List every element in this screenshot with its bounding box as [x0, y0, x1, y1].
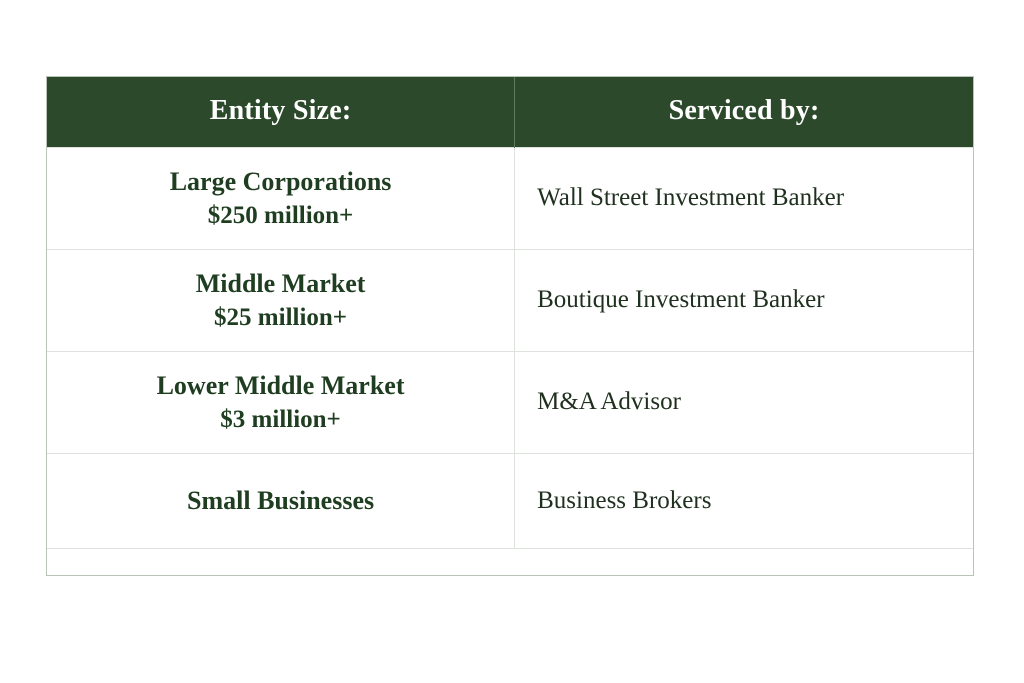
header-entity-size: Entity Size: — [47, 77, 515, 148]
spacer-cell-left — [47, 548, 515, 575]
table-row — [47, 453, 973, 548]
table-body — [47, 148, 973, 575]
entity-size-amount: $3 million+ — [220, 405, 341, 433]
serviced-by-cell: Business Brokers — [515, 453, 973, 548]
table-row — [47, 351, 973, 453]
header-row — [47, 77, 973, 148]
entity-size-label: Small Businesses — [187, 485, 375, 515]
entity-size-label: Middle Market — [195, 268, 366, 298]
table-row — [47, 249, 973, 351]
table-header — [47, 77, 973, 148]
entity-size-label: Large Corporations — [169, 167, 392, 196]
entity-size-cell — [47, 148, 515, 250]
entity-size-amount: $250 million+ — [207, 202, 354, 230]
table-footer-spacer-row — [47, 548, 973, 575]
entity-size-cell — [47, 249, 515, 351]
serviced-by-cell: Boutique Investment Banker — [515, 249, 973, 351]
spacer-cell-right — [515, 548, 973, 575]
entity-size-label: Lower Middle Market — [156, 370, 405, 400]
entity-size-amount: $25 million+ — [214, 303, 348, 331]
entity-size-table-container — [46, 76, 974, 576]
entity-size-table — [47, 77, 973, 575]
serviced-by-cell: Wall Street Investment Banker — [515, 148, 973, 250]
entity-size-cell — [47, 351, 515, 453]
header-serviced-by: Serviced by: — [515, 77, 973, 148]
entity-size-cell — [47, 453, 515, 548]
table-row — [47, 148, 973, 250]
serviced-by-cell: M&A Advisor — [515, 351, 973, 453]
